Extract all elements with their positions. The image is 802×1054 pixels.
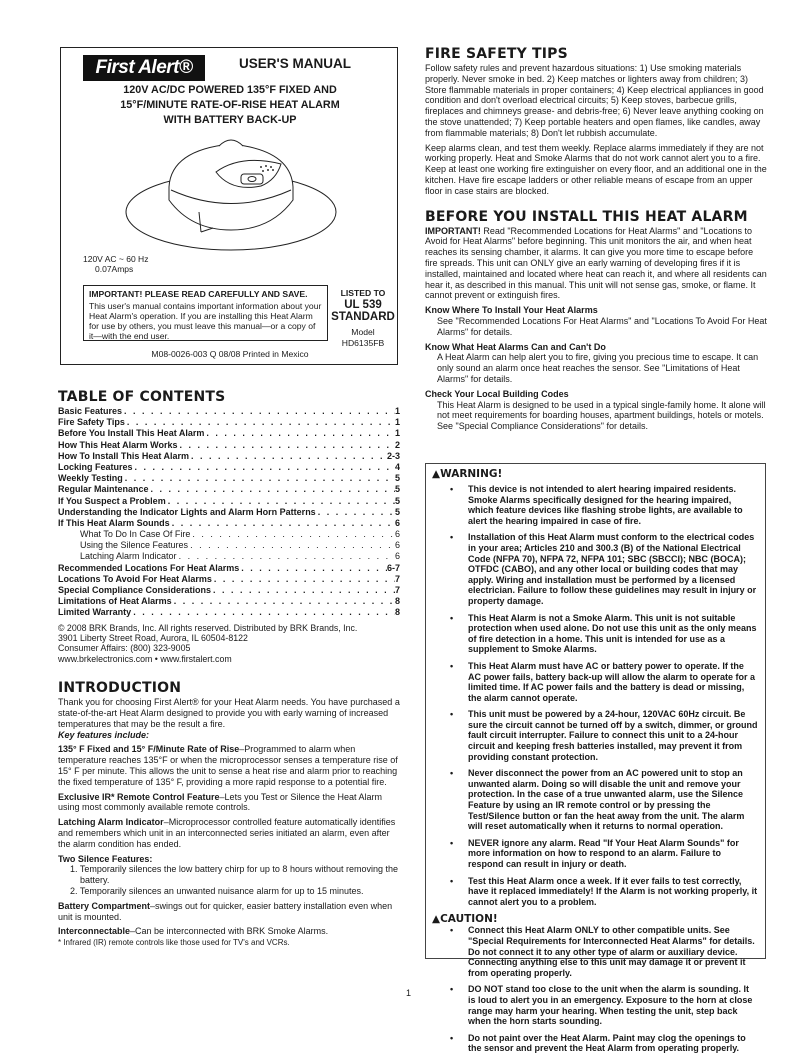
toc-entry[interactable] bbox=[58, 507, 400, 518]
feature-text: –Microprocessor controlled feature automatically identifies and remembers which unit in an interconnected series initiated an alarm, even after the alarm condition has ended. bbox=[58, 817, 396, 849]
toc-entry-title: Latching Alarm Indicator bbox=[80, 551, 177, 562]
first-alert-logo: First Alert® bbox=[83, 55, 205, 81]
toc-entry[interactable] bbox=[58, 417, 400, 428]
toc-entry-title: If You Suspect a Problem bbox=[58, 495, 166, 506]
toc-entry-title: Before You Install This Heat Alarm bbox=[58, 428, 205, 439]
bullet-icon: • bbox=[450, 925, 454, 936]
silence-item: 1. Temporarily silences the low battery chirp for up to 8 hours without removing the battery. bbox=[70, 864, 398, 886]
heat-alarm-illustration bbox=[121, 132, 341, 257]
warning-triangle-icon: ▲ bbox=[432, 468, 441, 480]
address-line: 3901 Liberty Street Road, Aurora, IL 60504-8122 bbox=[58, 632, 248, 643]
toc-entry-page: 1 bbox=[394, 417, 400, 428]
bullet-icon: • bbox=[450, 1032, 454, 1043]
toc-entry-page: 6 bbox=[394, 517, 400, 528]
toc-entry-title: Basic Features bbox=[58, 406, 123, 416]
feature-latching bbox=[58, 817, 400, 849]
feature-lead: Interconnectable bbox=[58, 926, 131, 937]
consumer-affairs-line: Consumer Affairs: (800) 323-9005 bbox=[58, 643, 191, 654]
caution-item bbox=[450, 984, 759, 1026]
subheading: Check Your Local Building Codes bbox=[425, 388, 569, 399]
bullet-icon: • bbox=[450, 532, 454, 543]
toc-entry[interactable] bbox=[58, 563, 400, 574]
feature-lead: 135° F Fixed and 15° F/Minute Rate of Rise bbox=[58, 744, 240, 755]
important-notice-box bbox=[83, 285, 328, 341]
bullet-icon: • bbox=[450, 660, 454, 671]
toc-entry-title: If This Heat Alarm Sounds bbox=[58, 517, 170, 528]
toc-leader-dots bbox=[125, 473, 395, 484]
ul-number: UL 539 bbox=[344, 299, 382, 311]
warning-item-text: Installation of this Heat Alarm must conform to the electrical codes in your area; Articles 210 and 300.3 (B) of the National Electrical Code (NFPA 70), NFPA 72, NFPA 101; SBC (SBCCI); NBC (BOCA); OTFDC (CABO), and any other local or building codes that may apply. Wiring and installation must be performed by a licensed electrician. Failure to follow these guidelines may result in injury or property damage. bbox=[468, 532, 757, 606]
toc-entry[interactable] bbox=[58, 440, 400, 451]
warning-list bbox=[432, 484, 759, 907]
bullet-icon: • bbox=[450, 837, 454, 848]
toc-heading: TABLE OF CONTENTS bbox=[58, 389, 226, 405]
toc-entry[interactable] bbox=[58, 451, 400, 462]
feature-interconnect bbox=[58, 926, 400, 937]
caution-item-text: Do not paint over the Heat Alarm. Paint may clog the openings to the sensor and prevent the Heat Alarm from operating properly. bbox=[468, 1032, 746, 1054]
model-label: Model bbox=[351, 327, 375, 337]
caution-item bbox=[450, 1033, 759, 1054]
toc-leader-dots bbox=[172, 518, 395, 529]
toc-leader-dots bbox=[127, 417, 395, 428]
toc-leader-dots bbox=[191, 451, 387, 462]
toc-leader-dots bbox=[192, 529, 395, 540]
toc-entry-title: Limitations of Heat Alarms bbox=[58, 596, 172, 607]
caution-item-text: Connect this Heat Alarm ONLY to other compatible units. See "Special Requirements for Interconnected Heat Alarms" for details. Do not connect it to any other type of alarm or auxiliary device. Connecting anything else to this unit may damage it or prevent it from operating properly. bbox=[468, 925, 755, 978]
toc-leader-dots bbox=[214, 574, 395, 585]
toc-entry[interactable] bbox=[58, 406, 400, 417]
title-line: WITH BATTERY BACK-UP bbox=[163, 114, 297, 126]
feature-battery bbox=[58, 901, 400, 923]
toc-entry-page: 1 bbox=[394, 428, 400, 439]
warning-item bbox=[450, 838, 759, 870]
toc-entry-title: Fire Safety Tips bbox=[58, 417, 125, 428]
toc-leader-dots bbox=[241, 563, 387, 574]
warning-item bbox=[450, 532, 759, 606]
toc-leader-dots bbox=[124, 406, 395, 417]
caution-item bbox=[450, 925, 759, 978]
subsection-text: See "Recommended Locations For Heat Alarms" and "Locations To Avoid For Heat Alarms" for details. bbox=[437, 315, 767, 337]
toc-entry-title: Locations To Avoid For Heat Alarms bbox=[58, 573, 212, 584]
feature-lead: Exclusive IR* Remote Control Feature bbox=[58, 791, 220, 802]
feature-lead: Latching Alarm Indicator bbox=[58, 817, 164, 828]
intro-text: Thank you for choosing First Alert® for your Heat Alarm needs. You have purchased a state-of-the-art Heat Alarm designed to provide you with early warning of increased temperatures that may be the result a fire. bbox=[58, 697, 400, 729]
voltage-text: 120V AC ~ 60 Hz bbox=[83, 254, 149, 264]
warning-item-text: This Heat Alarm must have AC or battery power to operate. If the AC power fails, battery back-up will allow the alarm to operate for a limited time. If AC power fails and the battery is dead or missing, the alarm cannot operate. bbox=[468, 660, 756, 703]
bullet-icon: • bbox=[450, 768, 454, 779]
electrical-specs bbox=[83, 254, 148, 274]
standard-label: STANDARD bbox=[331, 311, 395, 323]
bullet-icon: • bbox=[450, 875, 454, 886]
toc-entry[interactable] bbox=[58, 484, 400, 495]
copyright-block bbox=[58, 623, 400, 665]
warning-heading bbox=[432, 468, 759, 480]
model-number: HD6135FB bbox=[341, 338, 385, 348]
toc-entry-title: Special Compliance Considerations bbox=[58, 585, 212, 595]
toc-entry-page: 8 bbox=[394, 596, 400, 607]
toc-leader-dots bbox=[179, 551, 395, 562]
feature-text: –Can be interconnected with BRK Smoke Alarms. bbox=[130, 926, 329, 937]
bullet-icon: • bbox=[450, 709, 454, 720]
toc-entry-page: 5 bbox=[394, 506, 400, 517]
warning-label: WARNING! bbox=[440, 468, 503, 480]
toc-entry-title: Limited Warranty bbox=[58, 607, 132, 618]
toc-entry[interactable] bbox=[58, 473, 400, 484]
toc-entry-page: 5 bbox=[394, 484, 400, 495]
bullet-icon: • bbox=[450, 612, 454, 623]
warning-item bbox=[450, 484, 759, 526]
warning-item bbox=[450, 709, 759, 762]
toc-entry[interactable] bbox=[58, 607, 400, 618]
feature-text: –Programmed to alarm when temperature reaches 135°F or when the microprocessor senses a temperature rise of 15° F per minute. This allows the unit to sense a heat rise and alarm prior to reaching the fixed temperature of 135° F, providing a more rapid response to a potential fire. bbox=[58, 744, 398, 787]
caution-list bbox=[432, 925, 759, 1054]
warning-item bbox=[450, 661, 759, 703]
footnote: * Infrared (IR) remote controls like those used for TV's and VCRs. bbox=[58, 938, 290, 948]
toc-entry-title: Recommended Locations For Heat Alarms bbox=[58, 562, 240, 573]
key-features-label: Key features include: bbox=[58, 729, 150, 740]
toc-entry-title: Understanding the Indicator Lights and Alarm Horn Patterns bbox=[58, 506, 316, 517]
feature-rate-of-rise bbox=[58, 744, 400, 787]
warning-item-text: This unit must be powered by a 24-hour, 120VAC 60Hz circuit. Be sure the circuit cannot be turned off by a switch, dimmer, or ground fault circuit interrupter. Failure to connect this unit to a 24-hour circuit and keeping fresh batteries installed, may prevent it from providing constant protection. bbox=[468, 709, 758, 762]
toc-entry[interactable] bbox=[58, 585, 400, 596]
warning-item-text: Test this Heat Alarm once a week. If it ever fails to test correctly, have it replaced immediately! If the Alarm is not working properly, it cannot alert you to a problem. bbox=[468, 875, 758, 907]
toc-entry-page: 4 bbox=[394, 461, 400, 472]
toc-entry-title: Locking Features bbox=[58, 461, 133, 472]
warning-item bbox=[450, 876, 759, 908]
before-install-heading: BEFORE YOU INSTALL THIS HEAT ALARM bbox=[425, 208, 748, 225]
toc-entry-title: How This Heat Alarm Works bbox=[58, 439, 178, 450]
caution-item-text: DO NOT stand too close to the unit when the alarm is sounding. It is loud to alert you in an emergency. Exposure to the horn at close range may harm your hearing. When testing the unit, step back when the horn starts sounding. bbox=[468, 984, 753, 1027]
warning-triangle-icon: ▲ bbox=[432, 913, 441, 926]
toc-entry[interactable] bbox=[58, 574, 400, 585]
silence-heading: Two Silence Features: bbox=[58, 853, 153, 864]
fire-safety-section bbox=[425, 46, 767, 432]
page-number: 1 bbox=[406, 988, 412, 998]
toc-leader-dots bbox=[180, 440, 395, 451]
toc-leader-dots bbox=[135, 462, 395, 473]
fire-tips-text: Follow safety rules and prevent hazardous situations: 1) Use smoking materials properly. Never smoke in bed. 2) Keep matches or lighters away from children; 3) Store flammable materials in proper containers; 4) Keep electrical appliances in good condition and don't overload electrical circuits; 5) Keep stoves, barbecue grills, fireplaces and chimneys grease- and debris-free; 6) Never leave anything cooking on the stove unattended; 7) Keep portable heaters and open flames, like candles, away from flammable materials; 8) Don't let rubbish accumulate. bbox=[425, 63, 764, 138]
toc-entry-page: 2 bbox=[394, 439, 400, 450]
toc-entry-page: 6 bbox=[394, 551, 400, 562]
toc-entry[interactable] bbox=[58, 529, 400, 540]
feature-lead: Battery Compartment bbox=[58, 900, 151, 911]
toc-leader-dots bbox=[190, 540, 395, 551]
toc-entry-page: 6 bbox=[394, 529, 400, 540]
feature-ir-remote bbox=[58, 792, 400, 814]
manual-title: USER'S MANUAL bbox=[239, 56, 351, 71]
product-title bbox=[61, 83, 399, 128]
subsection-text: A Heat Alarm can help alert you to fire, giving you precious time to escape. It can only sound an alarm once heat reaches the sensor. See "Limitations of Heat Alarms" for details. bbox=[437, 352, 759, 384]
bullet-icon: • bbox=[450, 984, 454, 995]
toc-entry-page: 7 bbox=[394, 585, 400, 595]
caution-heading bbox=[432, 913, 759, 925]
fire-safety-heading: FIRE SAFETY TIPS bbox=[425, 46, 568, 62]
toc-leader-dots bbox=[174, 596, 395, 607]
fire-tips-text: Keep alarms clean, and test them weekly. Replace alarms immediately if they are not working properly. Heat and Smoke Alarms that do not work cannot alert you to a fire. Keep at least one working fire extinguisher on every floor, and an additional one in the kitchen. Have fire escape ladders or other reliable means of escape from an upper floor in case stairs are blocked. bbox=[425, 142, 767, 196]
important-text: This user's manual contains important information about your Heat Alarm's operation. If you are installing this Heat Alarm for use by others, you must leave this manual—or a copy of it—with the end user. bbox=[89, 301, 322, 341]
toc-entry-page: 5 bbox=[394, 495, 400, 506]
important-lead: IMPORTANT! bbox=[425, 225, 481, 236]
toc-entry[interactable] bbox=[58, 551, 400, 562]
toc-entry[interactable] bbox=[58, 596, 400, 607]
bullet-icon: • bbox=[450, 484, 454, 494]
warning-item-text: This Heat Alarm is not a Smoke Alarm. This unit is not suitable protection when used alone. Do not use this unit as the only means of fire detection in a home. This unit is intended for use as a supplement to Smoke Alarms. bbox=[468, 612, 757, 655]
toc-entry[interactable] bbox=[58, 540, 400, 551]
important-text: Read "Recommended Locations for Heat Alarms" and "Locations to Avoid for Heat Alarms" before beginning. This unit monitors the air, and when heat reaches its sensing chamber, it alarms. It can give you more time to escape before fire spreads. This unit can ONLY give an early warning of developing fires if it is installed, maintained and located where heat can reach it, and where all residents can hear it, as described in this manual. This unit will not sense gas, smoke, or flame. It cannot prevent or extinguish fires. bbox=[425, 225, 767, 301]
toc-leader-dots bbox=[318, 507, 395, 518]
toc-entry-page: 7 bbox=[394, 573, 400, 584]
toc-entry-title: Using the Silence Features bbox=[80, 540, 189, 551]
feature-text: –swings out for quicker, easier battery installation even when unit is mounted. bbox=[58, 900, 393, 922]
caution-label: CAUTION! bbox=[440, 913, 498, 926]
toc-leader-dots bbox=[213, 585, 395, 596]
toc-entry-page: 1 bbox=[394, 406, 400, 416]
toc-leader-dots bbox=[168, 496, 395, 507]
title-line: 120V AC/DC POWERED 135°F FIXED AND bbox=[123, 84, 337, 96]
toc-leader-dots bbox=[151, 484, 395, 495]
toc-entry-title: Weekly Testing bbox=[58, 473, 123, 484]
warning-item bbox=[450, 613, 759, 655]
cover-panel bbox=[60, 47, 398, 365]
table-of-contents bbox=[58, 389, 400, 949]
silence-item: 2. Temporarily silences an unwanted nuisance alarm for up to 15 minutes. bbox=[70, 885, 364, 896]
warning-item bbox=[450, 768, 759, 832]
toc-entry[interactable] bbox=[58, 462, 400, 473]
subheading: Know What Heat Alarms Can and Can't Do bbox=[425, 341, 606, 352]
warning-item-text: NEVER ignore any alarm. Read "If Your Heat Alarm Sounds" for more information on how to respond to an alarm. Failure to respond can result in injury or death. bbox=[468, 837, 739, 869]
toc-entry-title: Regular Maintenance bbox=[58, 484, 149, 495]
before-install-text bbox=[425, 226, 767, 302]
toc-entry[interactable] bbox=[58, 518, 400, 529]
print-info: M08-0026-003 Q 08/08 Printed in Mexico bbox=[151, 349, 309, 359]
toc-entry-page: 2-3 bbox=[386, 450, 400, 461]
amperage-text: 0.07Amps bbox=[95, 264, 134, 274]
warning-box bbox=[425, 463, 766, 1054]
introduction-heading: INTRODUCTION bbox=[58, 680, 182, 697]
toc-entry-page: 8 bbox=[394, 607, 400, 618]
toc-entry-page: 5 bbox=[394, 473, 400, 484]
copyright-line: © 2008 BRK Brands, Inc. All rights reserved. Distributed by BRK Brands, Inc. bbox=[58, 622, 358, 633]
subsection-text: This Heat Alarm is designed to be used in a typical single-family home. It alone will not meet requirements for boarding houses, apartment buildings, hotels or motels. See "Special Compliance Considerations" for details. bbox=[437, 399, 766, 432]
subheading: Know Where To Install Your Heat Alarms bbox=[425, 305, 598, 316]
toc-entry-title: How To Install This Heat Alarm bbox=[58, 450, 190, 461]
title-line: 15°F/MINUTE RATE-OF-RISE HEAT ALARM bbox=[120, 99, 340, 111]
certification-block bbox=[327, 288, 399, 349]
warning-item-text: This device is not intended to alert hearing impaired residents. Smoke Alarms specifically designed for the hearing impaired, which feature devices like flashing strobe lights, are available to alert the hearing impaired in case of fire. bbox=[468, 484, 743, 526]
website-links[interactable]: www.brkelectronics.com • www.firstalert.com bbox=[58, 653, 232, 664]
toc-leader-dots bbox=[206, 428, 395, 439]
toc-entry-page: 6-7 bbox=[386, 562, 400, 573]
important-heading: IMPORTANT! PLEASE READ CAREFULLY AND SAVE. bbox=[89, 289, 308, 299]
toc-entry[interactable] bbox=[58, 428, 400, 439]
listed-to: LISTED TO bbox=[340, 288, 386, 298]
toc-entry[interactable] bbox=[58, 496, 400, 507]
warning-item-text: Never disconnect the power from an AC powered unit to stop an unwanted alarm. Doing so will disable the unit and remove your protection. In the case of a true unwanted alarm, use the Silence Feature by using an IR remote control or by pressing the Test/Silence button or fan the heat away from the unit. The alarm will reset automatically when it returns to normal operation. bbox=[468, 768, 745, 832]
toc-entry-page: 6 bbox=[394, 540, 400, 551]
feature-text: –Lets you Test or Silence the Heat Alarm using most commonly available remote controls. bbox=[58, 791, 382, 813]
toc-entry-title: What To Do In Case Of Fire bbox=[80, 529, 191, 540]
toc-list bbox=[58, 406, 400, 619]
toc-leader-dots bbox=[133, 607, 395, 618]
